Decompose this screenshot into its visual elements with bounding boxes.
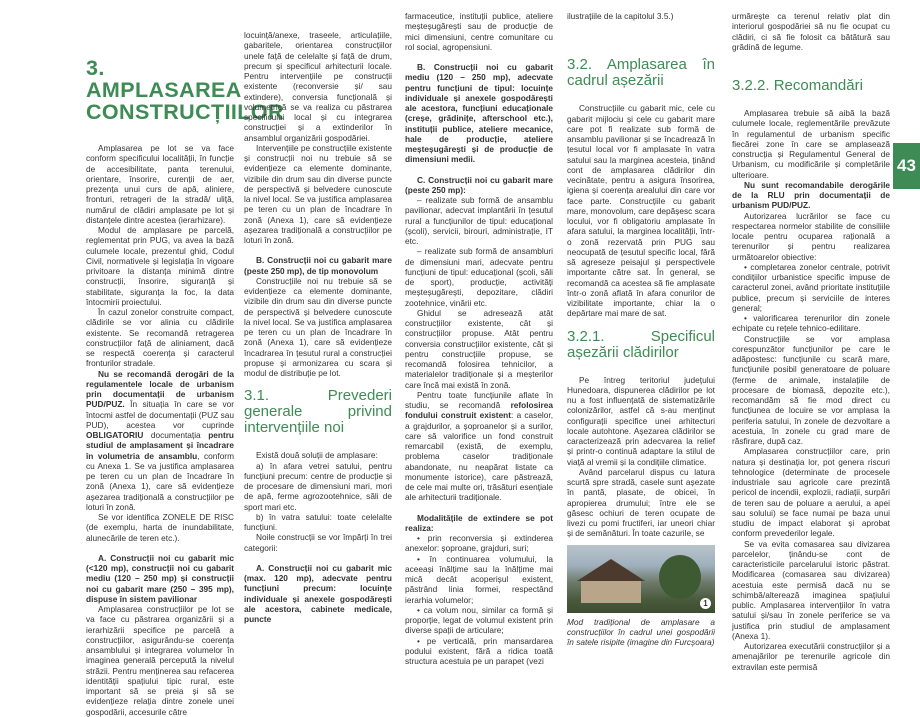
paragraph: Amplasarea construcțiilor pe lot se va face cu păstrarea organizării și a ierarhizării specifice pe parcelă a construcțiilor, asigurându-se coerența ansamblului și integrarea volumelor în imaginea generală percepută la nivelul străzii. Pentru menținerea sau refacerea identității spațiului tipic rural, este important să se preia și să se evidențieze relația dintre zonele unei gospodării, accesurile către xyxy=(86,604,234,717)
text: : a caselor, a grajdurilor, a șoproanelor și a surilor, care să valorifice un fond construit remarcabil (există, de exemplu, problema caselor tradiționale abandonate, nu neapărat listate ca monumente istorice), care păstrează, de cele mai multe ori, trăsături esențiale ale arhitecturii tradiționale. xyxy=(405,410,553,503)
bullet-item: • valorificarea terenurilor din zonele echipate cu rețele tehnico-edilitare. xyxy=(732,313,890,334)
paragraph: Construcțiile noi nu trebuie să se evidențieze ca elemente dominante, vizibile din drum sau din diverse puncte de perspectivă și belvedere cunoscute la nivel local. Se va justifica amplasarea pe teren cu un plan de încadrare în zonă (Anexa 1), care să evidențieze încadrarea în țesutul rural a construcției propuse și armonizarea cu scara și modul de distribuție pe lot. xyxy=(244,275,392,378)
paragraph-derogations xyxy=(86,369,234,513)
paragraph: locuință/anexe, traseele, articulațiile, gabaritele, orientarea construcțiilor unele față de celelalte și față de drum, precum și specificul arhitecturii locale. Pentru intervențiile pe construcții existente (reconversie și/ sau extindere), conversia funcțională și volumetrică se va realiza cu păstrarea specificului local și cu integrarea construcției și a extinderilor în ansamblul organizării gospodăriei. xyxy=(244,30,392,143)
subheading-a: A. Construcții noi cu gabarit mic (<120 mp), construcții noi cu gabarit mediu (120 – 250 mp) și construcții noi cu gabarit mare (250 – 395 mp), dispuse în sistem pavilionar xyxy=(86,552,234,604)
bold-text: OBLIGATORIU xyxy=(86,430,144,440)
tree-shape xyxy=(659,555,701,599)
photo-number-badge: 1 xyxy=(700,598,711,609)
subheading-a-small: A. Construcții noi cu gabarit mic (max. 120 mp), adecvate pentru funcțiuni precum: locuințe individuale și anexele gospodărești ale acestora, cabinete medicale, puncte xyxy=(244,562,392,624)
paragraph: Există două soluții de amplasare: xyxy=(256,450,378,461)
photo-caption: Mod tradițional de amplasare a construcțiilor în cadrul unei gospodării în satele risipite (imagine din Furcșoara) xyxy=(567,616,715,647)
paragraph: Intervențiile pe construcțiile existente și construcții noi nu trebuie să se evidențieze ca elemente dominante, vizibile din drum sau din diverse puncte de perspectivă și belvedere cunoscute la nivel local. Se va justifica amplasarea pe teren cu un plan de încadrare în zonă (Anexa 1), care să evidențieze așezarea tradițională a construcțiilor pe loturi în zonă. xyxy=(244,142,392,245)
paragraph: farmaceutice, instituții publice, ateliere meșteșugărești sau de producție de mici dimensiuni, centre comunitare cu rol social, agropensiuni. xyxy=(405,11,553,52)
bold-text: Nu se recomandă derogări de la regulamentele locale de urbanism prin documentații de urbanism PUD/PUZ. xyxy=(86,368,234,410)
paragraph: Se va evita comasarea sau divizarea parcelelor, ținându-se cont de caracteristicile parcelarului istoric păstrat. Modificarea (comasarea sau divizarea) acestuia este permisă dacă nu se schimbă/alterează imaginea spațiului public. Amplasarea intervențiilor în vatra satului și/sau în zonele periferice se va justifica prin studiul de amplasament (Anexa 1). xyxy=(732,538,890,641)
paragraph: Autorizarea executării construcțiilor și a amenajărilor pe terenurile agricole din extravilan este permisă xyxy=(732,641,890,672)
subheading-b: B. Construcții noi cu gabarit mare (peste 250 mp), de tip monovolum xyxy=(244,255,392,276)
bold-text: refolosirea fondului construit existent xyxy=(405,400,553,421)
paragraph: ilustrațiile de la capitolul 3.5.) xyxy=(567,11,674,21)
recommendation-bold: Nu sunt recomandabile derogările de la RLU prin documentații de urbanism PUD/PUZ. xyxy=(732,179,890,211)
bullet-item: • pe verticală, prin mansardarea podului existent, fără a ridica toată structura acestuia pe un parapet (vezi xyxy=(405,635,553,666)
house-shape xyxy=(581,581,641,603)
paragraph: – realizate sub formă de ansamblu pavilionar, adecvat implantării în țesutul rural a funcțiunilor de tipul: educațional (școli), servicii, birouri, administrație, IT etc. xyxy=(405,195,553,246)
page-number-tab: 43 xyxy=(893,143,920,189)
village-photo xyxy=(567,545,715,613)
paragraph: Modul de amplasare pe parcelă, reglementat prin PUG, va avea la bază culumele locale, prezentul ghid, Codul Civil, normativele și legislația în vigoare privitoare la distanța minimă dintre construcții, însorire, siguranță și stabilitate, siguranța la foc, la data întocmirii proiectului. xyxy=(86,225,234,307)
chapter-title: 3. AMPLASAREA CONSTRUCȚIILOR xyxy=(86,56,284,124)
text: documentația xyxy=(143,430,209,440)
bullet-item: • în continuarea volumului, la aceeași înălțime sau la înălțime mai mică decât acoperișul existent, păstrând linia formei, respectând ierarhia volumelor; xyxy=(405,553,553,605)
bullet-item: • completarea zonelor centrale, potrivit condițiilor urbanistice specific impuse de caracterul zonei, având prioritate instituțiile publice, precum și serviciile de interes general; xyxy=(732,261,890,313)
subheading-c-large: C. Construcții noi cu gabarit mare (peste 250 mp): xyxy=(405,174,553,195)
paragraph: Pe întreg teritoriul județului Hunedoara, dispunerea clădirilor pe lot nu a fost influențată de sistematizările colonizărilor, astfel că s-au menținut configurații specifice unei arhitecturi locale autohtone. Așezarea clădirilor se caracterizează prin adecvarea la relief și printr-o continuă adaptare la stilul de viață al vremii și la condițiile climatice. xyxy=(567,374,715,467)
paragraph: a) în afara vetrei satului, pentru funcțiuni precum: centre de producție și de procesare de dimensiuni mari, mori de apă, ferme agrozootehnice, săli de sport mari etc. xyxy=(244,460,392,512)
column-5 xyxy=(732,11,890,672)
paragraph: b) în vatra satului: toate celelalte funcțiuni. xyxy=(244,511,392,532)
paragraph-reuse xyxy=(405,390,553,503)
bullet-item: • prin reconversia și extinderea anexelor: șoproane, grajduri, suri; xyxy=(405,533,553,554)
paragraph: Amplasarea pe lot se va face conform specificului localității, în funcție de accesibilitate, panta terenului, orientare, însorire, curenții de aer, prezența unui curs de apă, aliniere, fronturi, retrageri de la stradă/ uliță, numărul de clădiri amplasate pe lot și distanțele dintre acestea (ierarhizare). xyxy=(86,143,234,225)
paragraph: Construcțiile se vor amplasa corespunzător funcțiunilor pe care le adăpostesc: funcțiunile cu scară mare, funcțiunile posibil generatoare de poluare (ferme de animale, instalațiile de procesare de biomasă, depozite etc.), recomandăm să fie mod direct cu funcțiunea de locuire se vor amplasa la periferia satului, în zonele de dezvoltare a acestuia, în zonele cu grad mare de răsfirare, după caz. xyxy=(732,333,890,446)
section-title-3-1: 3.1. Prevederi generale privind intervențiile noi xyxy=(244,387,392,437)
text: În situația în care se vor întocmi astfel de documentații (PUZ sau PUD), acestea vor cuprinde xyxy=(86,399,234,430)
paragraph: urmărește ca terenul relativ plat din interiorul gospodăriei să nu fie ocupat cu clădiri, ci să fie folosit ca bătătură sau grădină de legume. xyxy=(732,11,890,52)
column-1 xyxy=(86,30,284,717)
roof-shape xyxy=(577,559,645,581)
paragraph: Având parcelarul dispus cu latura scurtă spre stradă, casele sunt așezate în pantă, plasate, de obicei, în apropierea drumului; între ele se găsesc ochiuri de teren ocupate de livezi cu pomi fructiferi, iar uneori chiar și de semănături. În toate cazurile, se xyxy=(567,466,715,539)
paragraph: Noile construcții se vor împărți în trei categorii: xyxy=(244,532,392,553)
section-title-3-2-2: 3.2.2. Recomandări xyxy=(732,77,863,94)
column-3 xyxy=(405,11,553,666)
section-title-3-2: 3.2. Amplasarea în cadrul așezării xyxy=(567,56,715,90)
paragraph: Se vor identifica ZONELE DE RISC (de exemplu, harta de inundabilitate, alunecările de teren etc.). xyxy=(86,512,234,543)
bullet-item: • ca volum nou, similar ca formă și proporție, legat de volumul existent prin diverse spații de articulare; xyxy=(405,604,553,636)
paragraph: În cazul zonelor construite compact, clădirile se vor alinia cu clădirile existente. Se recomandă retragerea construcțiilor față de aliniament, dacă se respectă coerența și caracterul fronturilor stradale. xyxy=(86,307,234,369)
text: Pentru toate funcțiunile aflate în studiu, se recomandă xyxy=(405,389,553,410)
paragraph: Amplasarea trebuie să aibă la bază culumele locale, reglementările prevăzute în regulamentul de urbanism specific fiecărei zone în care se amplasează construcția și Regulamentul General de Urbanism, cu modificările și completările ulterioare. xyxy=(732,108,890,180)
paragraph: Amplasarea construcțiilor care, prin natura și destinația lor, pot genera riscuri tehnologice (determinate de procesele industriale sau agricole care prezintă pericol de incendii, explozii, radiații, surpări de teren sau de poluare a aerului, a apei sau solului) se face numai pe baza unui studiu de impact elaborat și aprobat conform prevederilor legale. xyxy=(732,446,890,539)
paragraph: – realizate sub formă de ansambluri de dimensiuni mari, adecvate pentru funcțiuni de tipul: educațional (școli, săli de sport), producție, activități meșteșugărești, depozitare, clădiri zootehnice, vinării etc. xyxy=(405,246,553,308)
subheading-extensions: Modalitățile de extindere se pot realiza: xyxy=(405,512,553,533)
bold-text: pentru studiul de amplasament și încadrare în volumetria de ansamblu xyxy=(86,430,234,461)
section-title-3-2-1: 3.2.1. Specificul așezării clădirilor xyxy=(567,327,715,361)
paragraph: Autorizarea lucrărilor se face cu respectarea normelor stabilite de consiliile locale pentru ocuparea rațională a terenurilor și pentru realizarea următoarelor obiective: xyxy=(732,210,890,262)
subheading-b-medium: B. Construcții noi cu gabarit mediu (120 – 250 mp), adecvate pentru funcțiuni de tipul: locuințe individuale și anexele gospodărești ale acestora, funcțiuni educaționale (creșe, grădinițe, afterschool etc.), instituții publice, ateliere mecanice, hale de producție, ateliere meșteșugărești și de producție de dimensiuni medii. xyxy=(405,62,553,165)
column-4 xyxy=(567,11,715,647)
paragraph: Construcțiile cu gabarit mic, cele cu gabarit mijlociu și cele cu gabarit mare care pot fi realizate sub formă de ansamblu pavilionar și se încadrează în țesutul local vor fi amplasate în vatra satului sau la marginea acesteia, ținând cont de amplasarea clădirilor din vecinătate, pentru a asigura însorirea, igiena și coerența arealului din care vor face parte. Construcțiile cu gabarit mare, monovolum, care depășesc scara locului, vor fi obligatoriu amplasate în afara satului, la marginea localității, într-o zonă rezervată prin PUG sau neocupată de țesutul specific local, fără să agreseze peisajul și perspectivele importante către sat. În general, se recomandă ca acestea să fie amplasate într-o zonă aflată în afara conurilor de vizibilitate importante, chiar la o depărtare mai mare de sat. xyxy=(567,103,715,319)
paragraph: Ghidul se adresează atât construcțiilor existente, cât și construcțiilor propuse. Atât pentru conversia construcțiilor existente, cât și pentru construcțiile propuse, se recomandă folosirea tehnicilor, a materialelor tradiționale și a meșterilor care încă mai există în zonă. xyxy=(405,307,553,390)
text: , conform cu Anexa 1. Se va justifica amplasarea pe teren cu un plan de încadrare în zonă (Anexa 1), care să evidențieze așezarea tradițională a construcțiilor pe loturi în zonă. xyxy=(86,450,234,512)
column-2 xyxy=(244,30,392,624)
